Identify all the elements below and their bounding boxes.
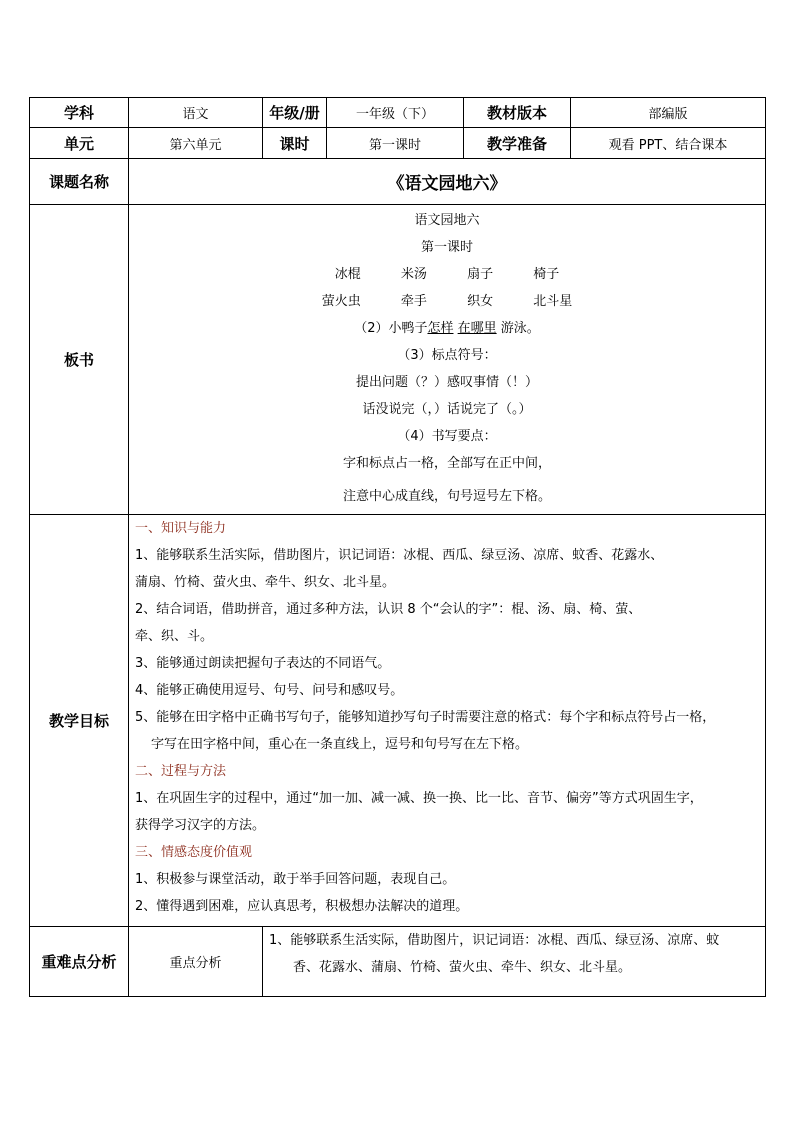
difficulty-row — [30, 927, 766, 997]
prep-value: 观看 PPT、结合课本 — [571, 128, 766, 159]
objective-item: 3、能够通过朗读把握句子表达的不同语气。 — [135, 656, 391, 671]
board-punct-line-2: 话没说完（，）话说完了（。） — [362, 402, 532, 417]
board-writing-line-2: 注意中心成直线，句号逗号左下格。 — [342, 489, 551, 504]
objective-item: 1、能够联系生活实际，借助图片，识记词语：冰棍、西瓜、绿豆汤、凉席、蚊香、花露水、 — [135, 548, 664, 563]
objectives-section-3: 三、情感态度价值观 — [135, 845, 253, 860]
objectives-row — [30, 515, 766, 927]
board-subtitle: 第一课时 — [420, 240, 473, 255]
topic-title: 《语文园地六》 — [129, 159, 766, 205]
objectives-content — [129, 515, 766, 927]
header-row-1 — [30, 98, 766, 128]
board-writing-line-1: 字和标点占一格，全部写在正中间， — [342, 456, 551, 471]
duck-where: 在哪里 — [457, 321, 497, 336]
objectives-section-2: 二、过程与方法 — [135, 764, 227, 779]
objective-item: 2、结合词语，借助拼音，通过多种方法，认识 8 个“会认的字”：棍、汤、扇、椅、萤、 — [135, 602, 642, 617]
unit-value: 第六单元 — [129, 128, 263, 159]
grade-value: 一年级（下） — [327, 98, 464, 128]
duck-how: 怎样 — [427, 321, 454, 336]
header-row-2 — [30, 128, 766, 159]
board-punct-title: （3）标点符号： — [397, 348, 497, 363]
edition-label: 教材版本 — [464, 98, 571, 128]
difficulty-text: 香、花露水、蒲扇、竹椅、萤火虫、牵牛、织女、北斗星。 — [293, 960, 632, 975]
board-word: 椅子 — [533, 267, 560, 282]
objective-item: 牵、织、斗。 — [135, 629, 214, 644]
board-punct-line-1: 提出问题（？）感叹事情（！） — [355, 375, 538, 390]
objective-item: 4、能够正确使用逗号、句号、问号和感叹号。 — [135, 683, 404, 698]
board-title: 语文园地六 — [414, 213, 480, 228]
period-label: 课时 — [263, 128, 327, 159]
board-duck-line — [129, 315, 765, 342]
board-word: 扇子 — [467, 267, 494, 282]
board-words-row-2 — [129, 288, 765, 315]
difficulty-label: 重难点分析 — [30, 927, 129, 997]
difficulty-content — [263, 927, 766, 997]
topic-label: 课题名称 — [30, 159, 129, 205]
objective-item: 1、积极参与课堂活动，敢于举手回答问题，表现自己。 — [135, 872, 456, 887]
board-label: 板书 — [30, 205, 129, 515]
objective-item: 字写在田字格中间，重心在一条直线上，逗号和句号写在左下格。 — [151, 737, 529, 752]
board-writing-title: （4）书写要点： — [397, 429, 497, 444]
difficulty-text: 1、能够联系生活实际，借助图片，识记词语：冰棍、西瓜、绿豆汤、凉席、蚊 — [269, 933, 720, 948]
objectives-section-1: 一、知识与能力 — [135, 521, 227, 536]
lesson-plan-table — [29, 97, 766, 997]
grade-label: 年级/册 — [263, 98, 327, 128]
objective-item: 1、在巩固生字的过程中，通过“加一加、减一减、换一换、比一比、音节、偏旁”等方式巩固生字， — [135, 791, 703, 806]
unit-label: 单元 — [30, 128, 129, 159]
objective-item: 获得学习汉字的方法。 — [135, 818, 266, 833]
board-word: 萤火虫 — [321, 294, 361, 309]
objective-item: 2、懂得遇到困难，应认真思考，积极想办法解决的道理。 — [135, 899, 469, 914]
board-row — [30, 205, 766, 515]
board-word: 织女 — [467, 294, 494, 309]
objectives-label: 教学目标 — [30, 515, 129, 927]
board-word: 冰棍 — [334, 267, 361, 282]
topic-row — [30, 159, 766, 205]
difficulty-sub-label: 重点分析 — [129, 927, 263, 997]
objective-item: 蒲扇、竹椅、萤火虫、牵牛、织女、北斗星。 — [135, 575, 396, 590]
board-word: 米汤 — [400, 267, 427, 282]
period-value: 第一课时 — [327, 128, 464, 159]
subject-label: 学科 — [30, 98, 129, 128]
edition-value: 部编版 — [571, 98, 766, 128]
prep-label: 教学准备 — [464, 128, 571, 159]
subject-value: 语文 — [129, 98, 263, 128]
board-content — [129, 205, 766, 515]
board-words-row-1 — [129, 261, 765, 288]
board-word: 牵手 — [400, 294, 427, 309]
board-word: 北斗星 — [533, 294, 573, 309]
duck-prefix: （2）小鸭子 — [354, 321, 428, 336]
duck-suffix: 游泳。 — [500, 321, 540, 336]
objective-item: 5、能够在田字格中正确书写句子，能够知道抄写句子时需要注意的格式：每个字和标点符号占一格， — [135, 710, 716, 725]
